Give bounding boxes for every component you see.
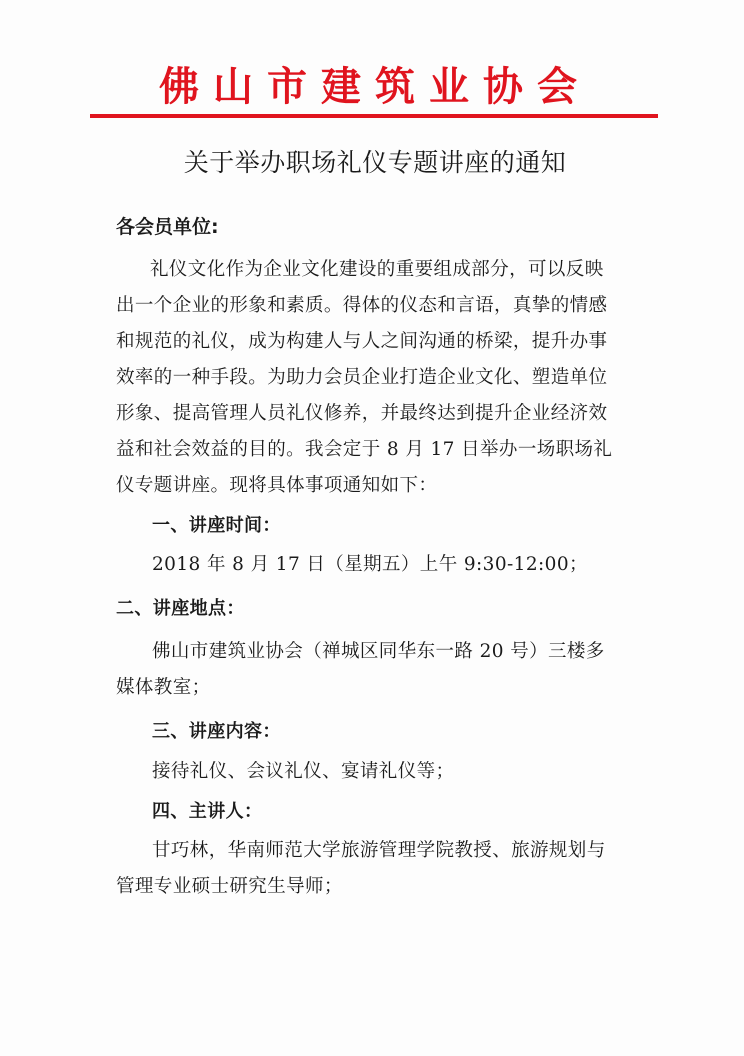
section-text-speaker: 管理专业硕士研究生导师；: [116, 876, 343, 897]
intro-line: 益和社会效益的目的。我会定于 8 月 17 日举办一场职场礼: [116, 439, 613, 460]
section-heading-speaker: 四、主讲人：: [152, 801, 263, 822]
document-title: 关于举办职场礼仪专题讲座的通知: [183, 148, 567, 177]
section-heading-time: 一、讲座时间：: [152, 515, 281, 536]
section-text-time: 2018 年 8 月 17 日（星期五）上午 9:30-12:00；: [152, 554, 588, 575]
section-text-location: 佛山市建筑业协会（禅城区同华东一路 20 号）三楼多: [152, 641, 605, 662]
section-heading-location: 二、讲座地点：: [116, 598, 245, 619]
salutation: 各会员单位:: [116, 216, 219, 238]
section-text-content: 接待礼仪、会议礼仪、宴请礼仪等；: [152, 761, 455, 782]
intro-line: 出一个企业的形象和素质。得体的仪态和言语，真挚的情感: [116, 295, 608, 316]
intro-line: 仪专题讲座。现将具体事项通知如下：: [116, 475, 438, 496]
section-heading-content: 三、讲座内容：: [152, 721, 281, 742]
letterhead-rule: [90, 114, 658, 118]
intro-line: 和规范的礼仪，成为构建人与人之间沟通的桥梁，提升办事: [116, 331, 608, 352]
section-text-speaker: 甘巧林，华南师范大学旅游管理学院教授、旅游规划与: [152, 840, 606, 861]
intro-line: 效率的一种手段。为助力会员企业打造企业文化、塑造单位: [116, 367, 608, 388]
section-text-location: 媒体教室；: [116, 677, 211, 698]
intro-line: 礼仪文化作为企业文化建设的重要组成部分，可以反映: [150, 259, 604, 280]
organization-letterhead: 佛山市建筑业协会: [159, 64, 591, 110]
intro-line: 形象、提高管理人员礼仪修养，并最终达到提升企业经济效: [116, 403, 608, 424]
